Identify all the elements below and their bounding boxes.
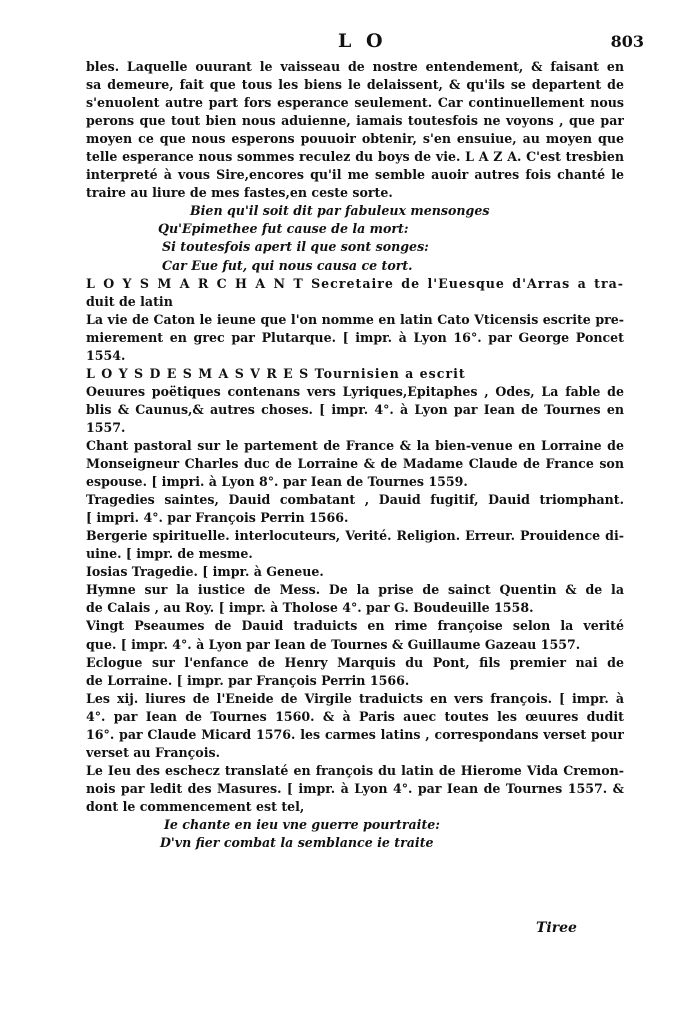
text-line: s'enuolent autre part fors esperance seulement. Car continuellement nous: [86, 95, 624, 111]
text-line: telle esperance nous sommes reculez du boys de vie. L A Z A. C'est tresbien: [86, 149, 624, 165]
text-line: Les xij. liures de l'Eneide de Virgile traduicts en vers françois. [ impr. à: [86, 690, 624, 706]
text-line: Bergerie spirituelle. interlocuteurs, Verité. Religion. Erreur. Prouidence di-: [86, 528, 624, 544]
verse-line: Ie chante en ieu vne guerre pourtraite:: [164, 816, 440, 832]
text-line: [ impri. 4°. par François Perrin 1566.: [86, 510, 349, 526]
body-text: [86, 58, 624, 852]
text-line: interpreté à vous Sire,encores qu'il me semble auoir autres fois chanté le: [86, 167, 624, 183]
running-head: L O: [338, 30, 387, 52]
text-line: Chant pastoral sur le partement de France & la bien-venue en Lorraine de: [86, 437, 624, 453]
text-line: espouse. [ impri. à Lyon 8°. par Iean de Tournes 1559.: [86, 474, 468, 490]
text-line: mierement en grec par Plutarque. [ impr. à Lyon 16°. par George Poncet: [86, 329, 624, 345]
text-line: blis & Caunus,& autres choses. [ impr. 4°. à Lyon par Iean de Tournes en: [86, 401, 624, 417]
text-line: Monseigneur Charles duc de Lorraine & de Madame Claude de France son: [86, 456, 624, 472]
verse-line: Car Eue fut, qui nous causa ce tort.: [162, 257, 413, 273]
text-line: que. [ impr. 4°. à Lyon par Iean de Tournes & Guillaume Gazeau 1557.: [86, 636, 581, 652]
text-line: Vingt Pseaumes de Dauid traduicts en rime françoise selon la verité: [86, 618, 624, 634]
text-line: Eclogue sur l'enfance de Henry Marquis du Pont, fils premier nai de: [86, 654, 624, 670]
text-line: Le Ieu des eschecz translaté en françois du latin de Hierome Vida Cremon-: [86, 762, 624, 778]
text-line: dont le commencement est tel,: [86, 798, 305, 814]
text-line: uine. [ impr. de mesme.: [86, 546, 253, 562]
text-line: Oeuures poëtiques contenans vers Lyriques,Epitaphes , Odes, La fable de: [86, 383, 624, 399]
text-line: bles. Laquelle ouurant le vaisseau de nostre entendement, & faisant en: [86, 59, 624, 74]
catchword: Tiree: [536, 920, 577, 936]
verse-line: Bien qu'il soit dit par fabuleux mensonges: [190, 203, 490, 219]
verse-line: D'vn fier combat la semblance ie traite: [160, 835, 434, 851]
author-entry-masures: L O Y S D E S M A S V R E S Tournisien a escrit: [86, 365, 466, 381]
text-line: verset au François.: [86, 744, 220, 760]
text-line: 16°. par Claude Micard 1576. les carmes latins , correspondans verset pour: [86, 726, 624, 742]
author-entry-marchant: L O Y S M A R C H A N T Secretaire de l'Euesque d'Arras a tra-: [86, 275, 624, 291]
text-line: 1557.: [86, 419, 126, 435]
text-line: 1554.: [86, 347, 126, 363]
text-line: duit de latin: [86, 293, 173, 309]
verse-line: Qu'Epimethee fut cause de la mort:: [158, 221, 409, 237]
text-line: nois par ledit des Masures. [ impr. à Lyon 4°. par Iean de Tournes 1557. &: [86, 780, 624, 796]
text-line: 4°. par Iean de Tournes 1560. & à Paris auec toutes les œuures dudit: [86, 708, 624, 724]
text-line: sa demeure, fait que tous les biens le delaissent, & qu'ils se departent de: [86, 77, 624, 93]
text-line: moyen ce que nous esperons pouuoir obtenir, s'en ensuiue, au moyen que: [86, 131, 624, 147]
text-line: Tragedies saintes, Dauid combatant , Dauid fugitif, Dauid triomphant.: [86, 492, 624, 508]
text-line: Iosias Tragedie. [ impr. à Geneue.: [86, 564, 324, 580]
text-line: Hymne sur la iustice de Mess. De la prise de sainct Quentin & de la: [86, 582, 624, 598]
text-line: de Lorraine. [ impr. par François Perrin 1566.: [86, 672, 410, 688]
text-line: perons que tout bien nous aduienne, iamais toutesfois ne voyons , que par: [86, 113, 624, 129]
page-header: [0, 30, 696, 56]
verse-line: Si toutesfois apert il que sont songes:: [162, 239, 429, 255]
text-line: de Calais , au Roy. [ impr. à Tholose 4°. par G. Boudeuille 1558.: [86, 600, 534, 616]
text-line: traire au liure de mes fastes,en ceste sorte.: [86, 185, 393, 201]
page-number: 803: [610, 32, 644, 51]
text-line: La vie de Caton le ieune que l'on nomme en latin Cato Vticensis escrite pre-: [86, 311, 624, 327]
